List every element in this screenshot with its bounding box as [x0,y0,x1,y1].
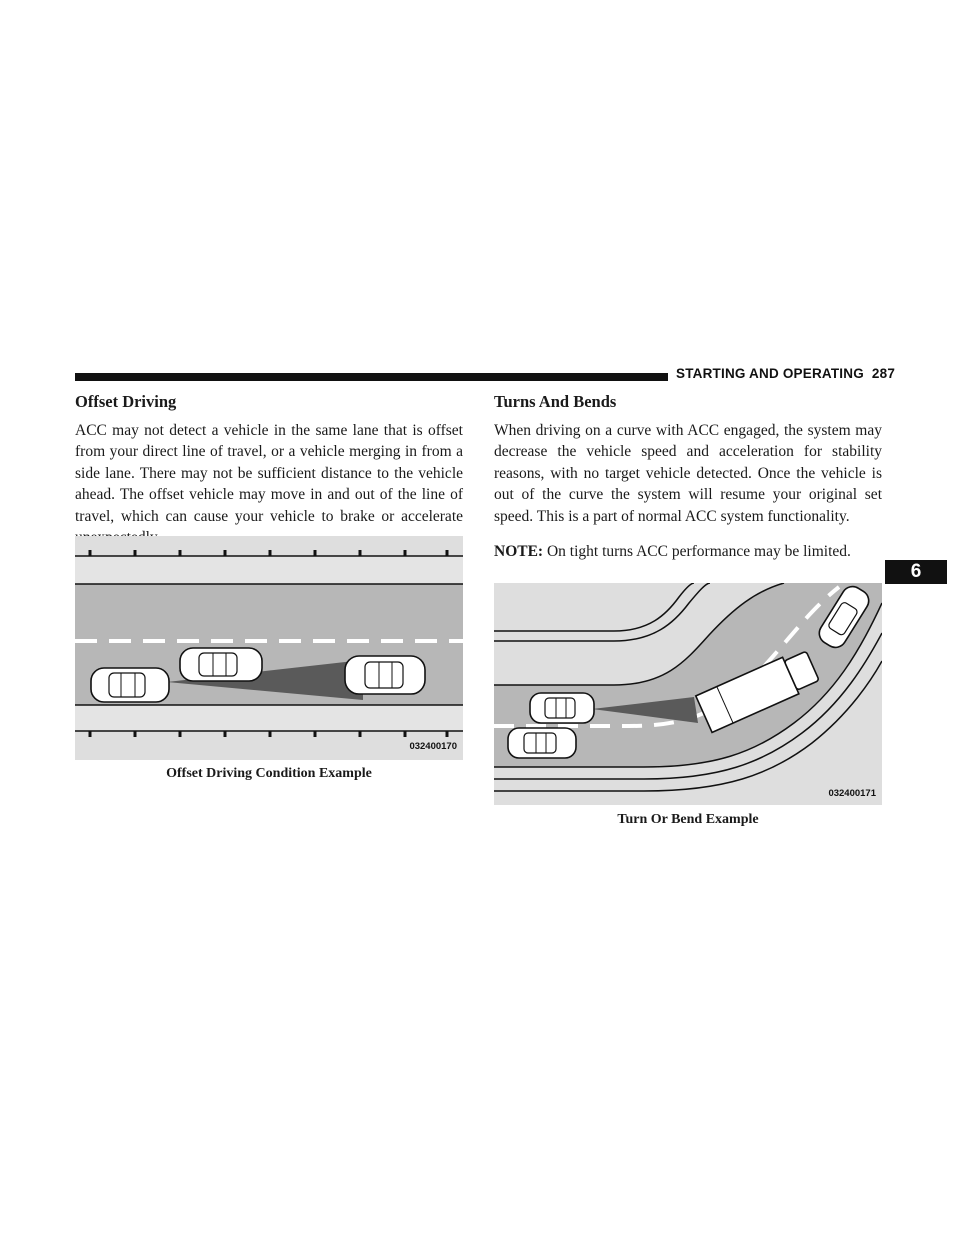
offset-driving-heading: Offset Driving [75,392,177,411]
page-number: 287 [871,366,896,381]
header-rule [75,373,668,381]
offset-driving-caption: Offset Driving Condition Example [166,766,372,781]
turns-bends-paragraph: When driving on a curve with ACC engaged, the system may decrease the vehicle speed and acceleration for stability reasons, with no target vehicle detected. Once the vehicle is out of the curve the system will resume your original set speed. This is a part of normal ACC system functionality. [494,422,882,525]
header-section-title: STARTING AND OPERATING [676,366,864,381]
turns-bends-heading: Turns And Bends [494,392,617,411]
chapter-tab: 6 [885,560,947,584]
note-text: On tight turns ACC performance may be limited. [543,543,851,560]
offset-driving-paragraph: ACC may not detect a vehicle in the same lane that is offset from your direct line of travel, or a vehicle merging in from a side lane. There may not be sufficient distance to the vehicle ahead. The offset vehicle may move in and out of the line of travel, which can cause your vehicle to brake or accelerate [75,422,463,525]
note-label: NOTE: [494,543,544,560]
offset-figure-code: 032400170 [409,741,457,752]
turn-bend-figure [494,583,882,805]
turn-bend-caption: Turn Or Bend Example [617,812,759,827]
note-paragraph [494,541,882,562]
offset-driving-figure [75,536,463,760]
turn-figure-code: 032400171 [828,788,876,799]
running-header [676,366,895,388]
